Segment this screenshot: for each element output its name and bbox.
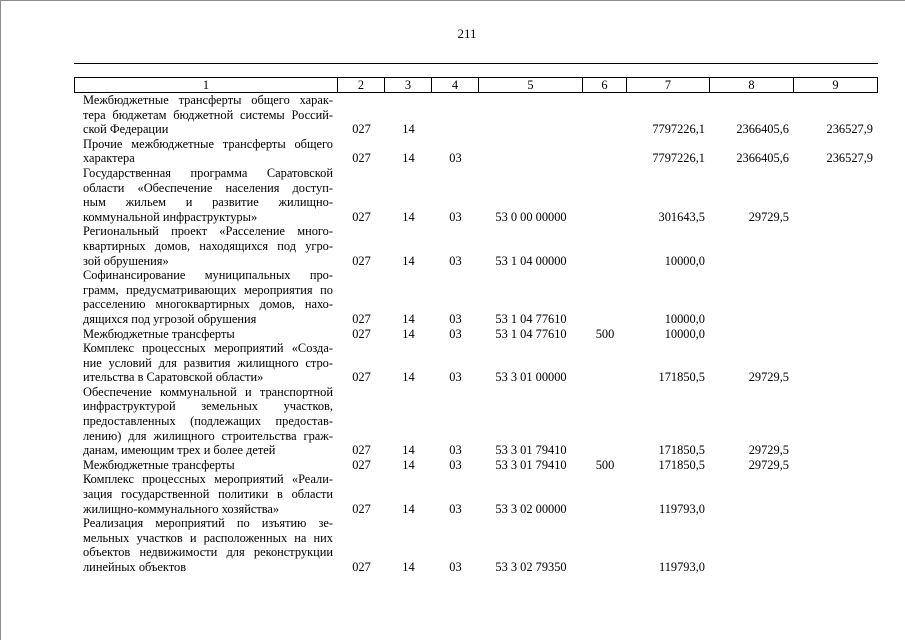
cell-amount-col8: 2366405,6 <box>736 151 789 166</box>
cell-grbs-code: 027 <box>352 122 371 137</box>
cell-subsection-code: 03 <box>449 326 462 341</box>
cell-subsection-code: 03 <box>449 253 462 268</box>
cell-target-article-code: 53 1 04 77610 <box>495 326 567 341</box>
cell-name <box>74 327 338 342</box>
header-cell-col9: 9 <box>794 77 878 93</box>
name-line: дящихся под угрозой обрушения <box>83 311 257 326</box>
cell-grbs-code: 027 <box>352 151 371 166</box>
cell-amount-col9: 236527,9 <box>826 122 873 137</box>
cell-section-code: 14 <box>402 457 415 472</box>
name-line: грамм, предусматривающих мероприятия по <box>83 282 333 297</box>
name-line: тера бюджетам бюджетной системы Россий- <box>83 107 333 122</box>
cell-amount-col7: 301643,5 <box>658 209 705 224</box>
header-cell-col3: 3 <box>385 77 432 93</box>
name-line: жилищно-коммунального хозяйства» <box>83 501 280 516</box>
cell-grbs-code: 027 <box>352 326 371 341</box>
cell-section-code: 14 <box>402 443 415 458</box>
cell-section-code: 14 <box>402 370 415 385</box>
name-line: инфраструктурой земельных участков, <box>83 399 333 414</box>
table-continuation-border <box>74 63 878 64</box>
header-cell-col5: 5 <box>479 77 583 93</box>
cell-subsection-code: 03 <box>449 501 462 516</box>
cell-amount-col8: 29729,5 <box>748 209 789 224</box>
cell-name <box>74 268 338 326</box>
cell-amount-col7: 119793,0 <box>658 560 705 574</box>
name-line: Обеспечение коммунальной и транспортной <box>83 384 333 399</box>
table-row <box>74 137 878 166</box>
cell-grbs-code: 027 <box>352 370 371 385</box>
table-row <box>74 341 878 385</box>
cell-target-article-code: 53 3 01 79410 <box>495 457 567 472</box>
cell-amount-col7: 171850,5 <box>658 370 705 385</box>
table-row <box>74 268 878 326</box>
cell-target-article-code: 53 3 02 00000 <box>495 501 567 516</box>
cell-subsection-code: 03 <box>449 209 462 224</box>
cell-target-article-code: 53 1 04 00000 <box>495 253 567 268</box>
header-cell-col8: 8 <box>710 77 794 93</box>
name-line: характера <box>83 151 135 166</box>
name-line: объектов недвижимости для реконструкции <box>83 545 333 560</box>
name-line: области «Обеспечение населения доступ- <box>83 180 333 195</box>
cell-subsection-code: 03 <box>449 560 462 574</box>
table-row <box>74 93 878 137</box>
cell-name <box>74 224 338 268</box>
cell-grbs-code: 027 <box>352 253 371 268</box>
cell-expense-type-code: 500 <box>595 326 615 341</box>
cell-target-article-code: 53 1 04 77610 <box>495 311 567 326</box>
cell-name <box>74 341 338 385</box>
cell-amount-col8: 29729,5 <box>748 370 789 385</box>
cell-grbs-code: 027 <box>352 443 371 458</box>
name-line: ской Федерации <box>83 122 169 137</box>
cell-section-code: 14 <box>402 560 415 574</box>
name-line: Межбюджетные трансферты <box>83 457 235 472</box>
cell-section-code: 14 <box>402 311 415 326</box>
name-line: Региональный проект «Расселение много- <box>83 224 333 239</box>
cell-section-code: 14 <box>402 326 415 341</box>
cell-target-article-code: 53 3 01 00000 <box>495 370 567 385</box>
name-line: предоставленных (подлежащих предостав- <box>83 414 333 429</box>
cell-name <box>74 385 338 458</box>
name-line: Государственная программа Саратовской <box>83 165 333 180</box>
table-row <box>74 458 878 473</box>
cell-target-article-code: 53 3 01 79410 <box>495 443 567 458</box>
table-row <box>74 224 878 268</box>
name-line: линейных объектов <box>83 560 187 574</box>
name-line: Комплекс процессных мероприятий «Реали- <box>83 472 333 487</box>
table-row <box>74 327 878 342</box>
name-line: Софинансирование муниципальных про- <box>83 268 333 283</box>
cell-section-code: 14 <box>402 151 415 166</box>
cell-section-code: 14 <box>402 253 415 268</box>
cell-grbs-code: 027 <box>352 501 371 516</box>
name-line: лению) для жилищного строительства граж- <box>83 428 333 443</box>
cell-amount-col8: 29729,5 <box>748 443 789 458</box>
cell-amount-col7: 119793,0 <box>658 501 705 516</box>
cell-name <box>74 137 338 166</box>
cell-target-article-code: 53 3 02 79350 <box>495 560 567 574</box>
name-line: зация государственной политики в области <box>83 487 333 502</box>
name-line: расселению многоквартирных домов, нахо- <box>83 297 333 312</box>
name-line: Прочие межбюджетные трансферты общего <box>83 136 333 151</box>
cell-name <box>74 458 338 473</box>
cell-subsection-code: 03 <box>449 370 462 385</box>
cell-section-code: 14 <box>402 122 415 137</box>
header-cell-col4: 4 <box>432 77 479 93</box>
cell-amount-col7: 171850,5 <box>658 457 705 472</box>
cell-subsection-code: 03 <box>449 443 462 458</box>
table-row <box>74 516 878 574</box>
cell-amount-col7: 7797226,1 <box>652 122 705 137</box>
cell-section-code: 14 <box>402 209 415 224</box>
header-cell-col2: 2 <box>338 77 385 93</box>
cell-amount-col7: 171850,5 <box>658 443 705 458</box>
name-line: коммунальной инфраструктуры» <box>83 209 258 224</box>
name-line: мельных участков и расположенных на них <box>83 530 333 545</box>
cell-amount-col8: 29729,5 <box>748 457 789 472</box>
name-line: Межбюджетные трансферты общего харак- <box>83 93 333 107</box>
table-row <box>74 166 878 224</box>
name-line: Реализация мероприятий по изъятию зе- <box>83 516 333 531</box>
table-body <box>74 93 878 575</box>
cell-amount-col7: 10000,0 <box>664 326 705 341</box>
header-cell-col6: 6 <box>583 77 627 93</box>
cell-subsection-code: 03 <box>449 151 462 166</box>
table-row <box>74 472 878 516</box>
table-row <box>74 385 878 458</box>
table-header-row <box>74 77 878 93</box>
cell-subsection-code: 03 <box>449 457 462 472</box>
name-line: зой обрушения» <box>83 253 169 268</box>
name-line: Комплекс процессных мероприятий «Созда- <box>83 341 333 356</box>
header-cell-col7: 7 <box>627 77 710 93</box>
header-cell-col1: 1 <box>74 77 338 93</box>
name-line: Межбюджетные трансферты <box>83 326 235 341</box>
cell-amount-col7: 10000,0 <box>664 253 705 268</box>
cell-target-article-code: 53 0 00 00000 <box>495 209 567 224</box>
name-line: ительства в Саратовской области» <box>83 370 264 385</box>
page-number: 211 <box>457 26 477 41</box>
cell-amount-col9: 236527,9 <box>826 151 873 166</box>
cell-grbs-code: 027 <box>352 457 371 472</box>
cell-name <box>74 166 338 224</box>
cell-expense-type-code: 500 <box>595 457 615 472</box>
name-line: данам, имеющим трех и более детей <box>83 443 276 458</box>
name-line: ным жильем и развитие жилищно- <box>83 195 333 210</box>
cell-grbs-code: 027 <box>352 209 371 224</box>
cell-amount-col7: 7797226,1 <box>652 151 705 166</box>
cell-name <box>74 472 338 516</box>
cell-amount-col7: 10000,0 <box>664 311 705 326</box>
cell-subsection-code: 03 <box>449 311 462 326</box>
cell-amount-col8: 2366405,6 <box>736 122 789 137</box>
cell-name <box>74 516 338 574</box>
cell-grbs-code: 027 <box>352 560 371 574</box>
name-line: ние условий для развития жилищного стро- <box>83 355 333 370</box>
cell-name <box>74 93 338 137</box>
cell-grbs-code: 027 <box>352 311 371 326</box>
cell-section-code: 14 <box>402 501 415 516</box>
name-line: квартирных домов, находящихся под угро- <box>83 238 333 253</box>
